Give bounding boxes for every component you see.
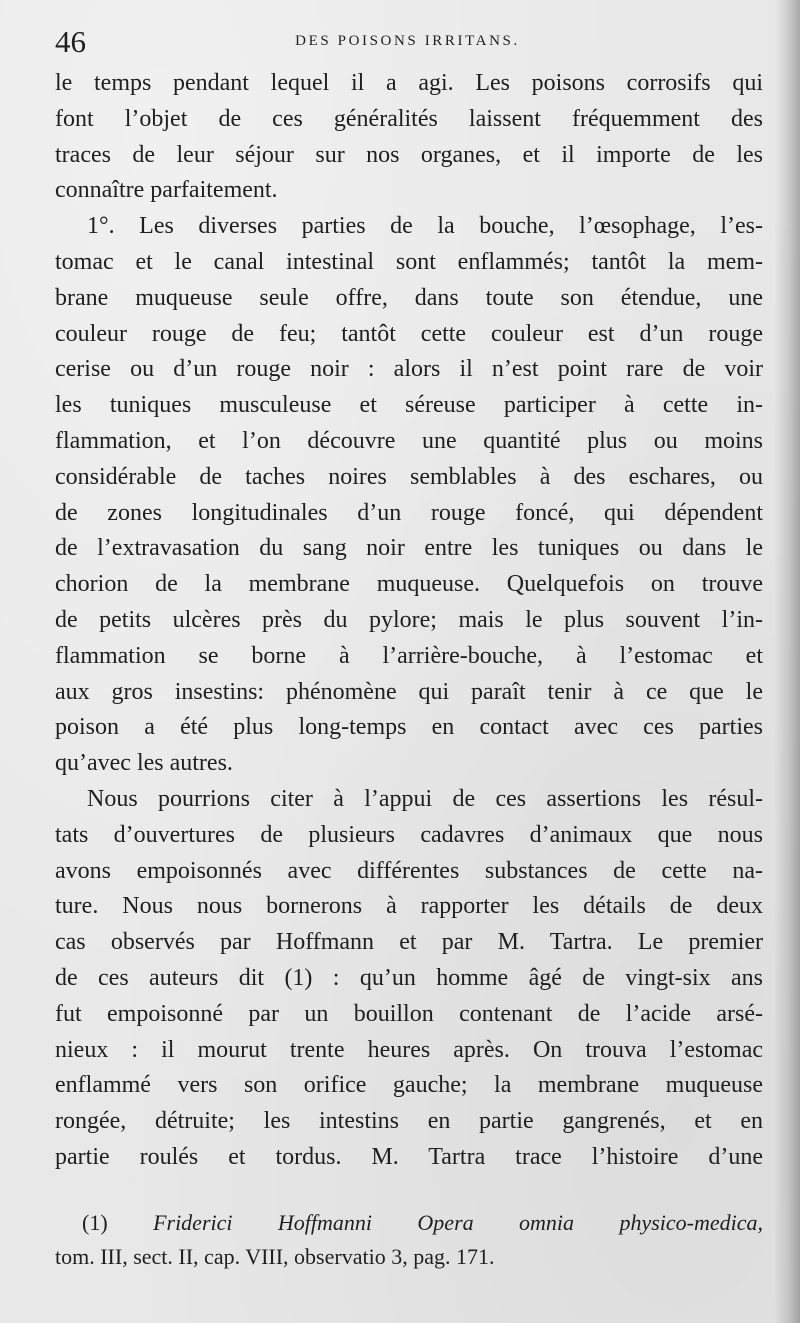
text-line: considérable de taches noires semblables à des eschares, ou (55, 463, 763, 490)
text-line: ture. Nous nous bornerons à rapporter les détails de deux (55, 893, 763, 920)
text-line: chorion de la membrane muqueuse. Quelquefois on trouve (55, 571, 763, 598)
text-line: flammation se borne à l’arrière-bouche, à l’estomac et (55, 642, 763, 669)
text-line: tats d’ouvertures de plusieurs cadavres d’animaux que nous (55, 821, 763, 848)
text-line: 1°. Les diverses parties de la bouche, l’œsophage, l’es- (87, 213, 763, 240)
text-line: aux gros insestins: phénomène qui paraît tenir à ce que le (55, 678, 763, 705)
footnote-line: tom. III, sect. II, cap. VIII, observatio 3, pag. 171. (55, 1244, 495, 1269)
page-gutter-shadow (774, 0, 800, 1323)
text-line: de petits ulcères près du pylore; mais le plus souvent l’in- (55, 606, 763, 633)
text-line: poison a été plus long-temps en contact avec ces parties (55, 714, 763, 741)
text-line: connaître parfaitement. (55, 177, 278, 204)
footnote-line (55, 1206, 763, 1240)
running-head: DES POISONS IRRITANS. (295, 33, 520, 49)
text-line: avons empoisonnés avec différentes substances de cette na- (55, 857, 763, 884)
page-number: 46 (55, 24, 86, 59)
text-line: flammation, et l’on découvre une quantité plus ou moins (55, 427, 763, 454)
text-line: brane muqueuse seule offre, dans toute son étendue, une (55, 284, 763, 311)
footnote-citation: Friderici Hoffmanni Opera omnia physico-medica, (153, 1210, 763, 1235)
text-line: fut empoisonné par un bouillon contenant de l’acide arsé- (55, 1000, 763, 1027)
text-line: tomac et le canal intestinal sont enflammés; tantôt la mem- (55, 248, 763, 275)
text-line: Nous pourrions citer à l’appui de ces assertions les résul- (87, 785, 763, 812)
text-line: cas observés par Hoffmann et par M. Tartra. Le premier (55, 929, 763, 956)
text-line: cerise ou d’un rouge noir : alors il n’est point rare de voir (55, 356, 763, 383)
text-line: rongée, détruite; les intestins en partie gangrenés, et en (55, 1108, 763, 1135)
body-text (55, 66, 763, 1176)
text-line: nieux : il mourut trente heures après. On trouva l’estomac (55, 1036, 763, 1063)
page-header (55, 22, 760, 62)
footnote-marker: (1) (82, 1210, 108, 1235)
text-line: les tuniques musculeuse et séreuse participer à cette in- (55, 392, 763, 419)
text-line: qu’avec les autres. (55, 750, 233, 777)
text-line: font l’objet de ces généralités laissent fréquemment des (55, 105, 763, 132)
text-line: partie roulés et tordus. M. Tartra trace l’histoire d’une (55, 1143, 763, 1170)
text-line: de ces auteurs dit (1) : qu’un homme âgé de vingt-six ans (55, 964, 763, 991)
text-line: traces de leur séjour sur nos organes, et il importe de les (55, 141, 763, 168)
text-line: enflammé vers son orifice gauche; la membrane muqueuse (55, 1072, 763, 1099)
footnote (55, 1206, 763, 1274)
text-line: le temps pendant lequel il a agi. Les poisons corrosifs qui (55, 70, 763, 96)
text-line: de l’extravasation du sang noir entre les tuniques ou dans le (55, 535, 763, 562)
text-line: couleur rouge de feu; tantôt cette couleur est d’un rouge (55, 320, 763, 347)
text-line: de zones longitudinales d’un rouge foncé, qui dépendent (55, 499, 763, 526)
